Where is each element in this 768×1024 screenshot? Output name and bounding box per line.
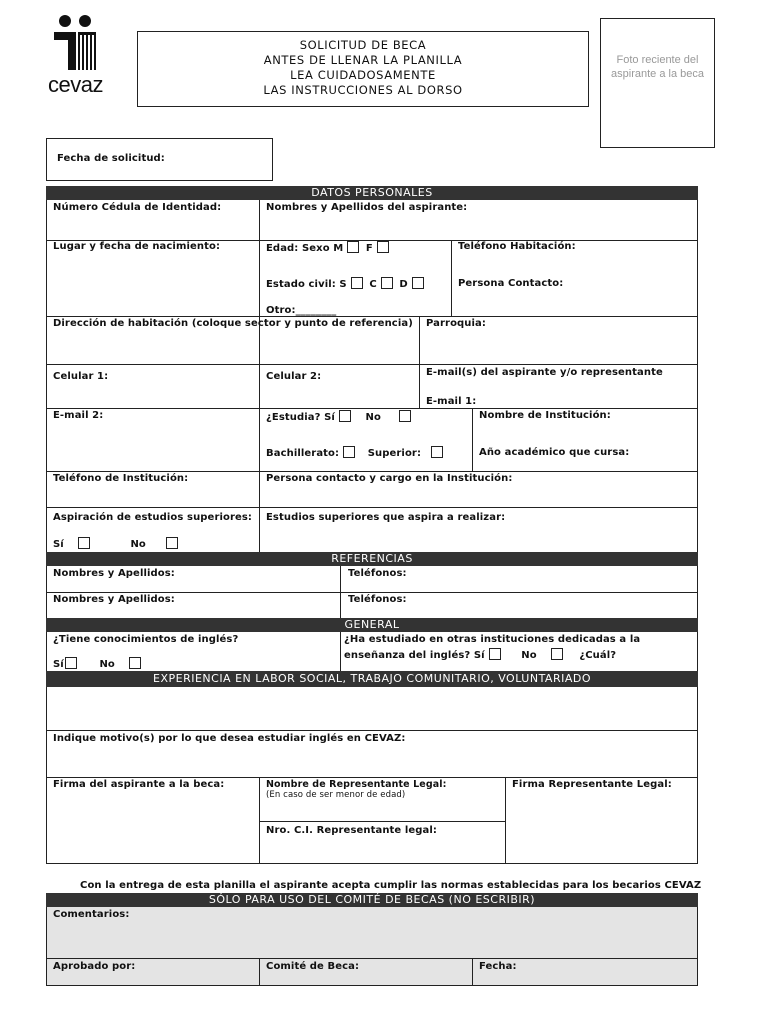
- title-line-2: ANTES DE LLENAR LA PLANILLA: [263, 53, 463, 67]
- lugar-label: Lugar y fecha de nacimiento:: [53, 241, 221, 252]
- photo-label: Foto reciente del aspirante a la beca: [611, 54, 704, 80]
- celular1-label: Celular 1:: [53, 371, 109, 382]
- nombre-inst-label: Nombre de Institución:: [479, 410, 611, 421]
- photo-box: [600, 18, 715, 148]
- title-line-1: SOLICITUD DE BECA: [299, 38, 427, 52]
- estado-c-checkbox[interactable]: [381, 277, 393, 289]
- cevaz-logo-mark: [48, 14, 110, 74]
- ref-tel2-label: Teléfonos:: [348, 594, 407, 605]
- persona-contacto-label: Persona Contacto:: [458, 278, 564, 289]
- experiencia-field[interactable]: [47, 687, 697, 730]
- logo-text: cevaz: [48, 72, 103, 97]
- celular2-label: Celular 2:: [266, 371, 322, 382]
- estado-s-checkbox[interactable]: [351, 277, 363, 289]
- nombres-label: Nombres y Apellidos del aspirante:: [266, 202, 468, 213]
- email2-label: E-mail 2:: [53, 410, 104, 421]
- title-line-3: LEA CUIDADOSAMENTE: [290, 68, 436, 82]
- sexo-f-label: F: [365, 243, 373, 254]
- menor-edad-note: (En caso de ser menor de edad): [266, 790, 406, 800]
- comite-beca-label: Comité de Beca:: [266, 961, 360, 972]
- ingles-no-label: No: [99, 659, 115, 670]
- email1-label: E-mail 1:: [426, 396, 477, 407]
- estado-civil-label: Estado civil: S: [266, 279, 347, 290]
- cedula-label: Número Cédula de Identidad:: [53, 202, 222, 213]
- estudiado-line1: ¿Ha estudiado en otras instituciones dedicadas a la: [344, 634, 641, 645]
- bachillerato-checkbox[interactable]: [343, 446, 355, 458]
- telefono-hab-label: Teléfono Habitación:: [458, 241, 576, 252]
- ano-academico-label: Año académico que cursa:: [479, 447, 630, 458]
- estado-c-label: C: [369, 279, 377, 290]
- fecha-solicitud-box[interactable]: [46, 138, 273, 181]
- bachillerato-label: Bachillerato:: [266, 448, 340, 459]
- estado-d-checkbox[interactable]: [412, 277, 424, 289]
- aspiracion-no-checkbox[interactable]: [166, 537, 178, 549]
- estudios-aspira-label: Estudios superiores que aspira a realizar:: [266, 512, 506, 523]
- ref-nombres1-label: Nombres y Apellidos:: [53, 568, 175, 579]
- aspiracion-si-label: Sí: [53, 539, 64, 550]
- estudia-no-checkbox[interactable]: [399, 410, 411, 422]
- nivel-estudio: [266, 446, 446, 459]
- estudia-label: ¿Estudia? Sí: [266, 412, 335, 423]
- section-experiencia: EXPERIENCIA EN LABOR SOCIAL, TRABAJO COMUNITARIO, VOLUNTARIADO: [46, 671, 698, 687]
- estado-d-label: D: [399, 279, 408, 290]
- ingles-label: ¿Tiene conocimientos de inglés?: [53, 634, 239, 645]
- otro-label: Otro:________: [266, 305, 337, 316]
- comite-bottom-row: [47, 959, 697, 985]
- estudia-si-checkbox[interactable]: [339, 410, 351, 422]
- title-line-4: LAS INSTRUCCIONES AL DORSO: [263, 83, 463, 97]
- ingles-no-checkbox[interactable]: [129, 657, 141, 669]
- comentarios-label: Comentarios:: [53, 909, 130, 920]
- comentarios-field: [47, 907, 697, 958]
- ingles-options: [53, 657, 144, 670]
- firma-aspirante-label: Firma del aspirante a la beca:: [53, 779, 225, 790]
- estado-civil: [266, 277, 427, 290]
- telefono-inst-label: Teléfono de Institución:: [53, 473, 189, 484]
- acceptance-note: Con la entrega de esta planilla el aspirante acepta cumplir las normas establecidas para los becarios CEVAZ: [80, 880, 702, 891]
- nro-ci-label: Nro. C.I. Representante legal:: [266, 825, 438, 836]
- persona-inst-label: Persona contacto y cargo en la Institución:: [266, 473, 513, 484]
- ingles-si-label: Sí: [53, 659, 64, 670]
- estudia: [266, 410, 414, 423]
- section-comite: SÓLO PARA USO DEL COMITÉ DE BECAS (NO ESCRIBIR): [46, 893, 698, 907]
- ref-nombres2-label: Nombres y Apellidos:: [53, 594, 175, 605]
- email-aspirante-label: E-mail(s) del aspirante y/o representante: [426, 367, 663, 378]
- edad-sexo: [266, 241, 392, 254]
- sexo-f-checkbox[interactable]: [377, 241, 389, 253]
- aspiracion-options: [53, 537, 181, 550]
- nombre-rep-title: Nombre de Representante Legal:: [266, 779, 447, 790]
- section-general: GENERAL: [46, 618, 698, 632]
- fecha-label: Fecha:: [479, 961, 517, 972]
- estudia-no-label: No: [365, 412, 381, 423]
- estudiado-no-checkbox[interactable]: [551, 648, 563, 660]
- ref-tel1-label: Teléfonos:: [348, 568, 407, 579]
- section-datos-personales: DATOS PERSONALES: [46, 186, 698, 200]
- superior-checkbox[interactable]: [431, 446, 443, 458]
- cevaz-logo: [48, 14, 110, 97]
- aspiracion-label: Aspiración de estudios superiores:: [53, 512, 253, 523]
- parroquia-label: Parroquia:: [426, 318, 486, 329]
- fecha-solicitud-label: Fecha de solicitud:: [57, 153, 165, 164]
- edad-label: Edad: Sexo M: [266, 243, 344, 254]
- estudiado-line2: [344, 648, 616, 661]
- estudiado-label: enseñanza del inglés? Sí: [344, 650, 485, 661]
- title-box: [137, 31, 589, 107]
- motivo-label: Indique motivo(s) por lo que desea estudiar inglés en CEVAZ:: [53, 733, 406, 744]
- direccion-label: Dirección de habitación (coloque sector y punto de referencia): [53, 318, 413, 329]
- nombre-rep-label: [266, 779, 446, 800]
- ingles-si-checkbox[interactable]: [65, 657, 77, 669]
- section-referencias: REFERENCIAS: [46, 552, 698, 566]
- aprobado-label: Aprobado por:: [53, 961, 136, 972]
- cual-label: ¿Cuál?: [579, 650, 617, 661]
- superior-label: Superior:: [367, 448, 422, 459]
- sexo-m-checkbox[interactable]: [347, 241, 359, 253]
- aspiracion-si-checkbox[interactable]: [78, 537, 90, 549]
- firma-rep-label: Firma Representante Legal:: [512, 779, 672, 790]
- estudiado-si-checkbox[interactable]: [489, 648, 501, 660]
- aspiracion-no-label: No: [130, 539, 146, 550]
- estudiado-no-label: No: [521, 650, 537, 661]
